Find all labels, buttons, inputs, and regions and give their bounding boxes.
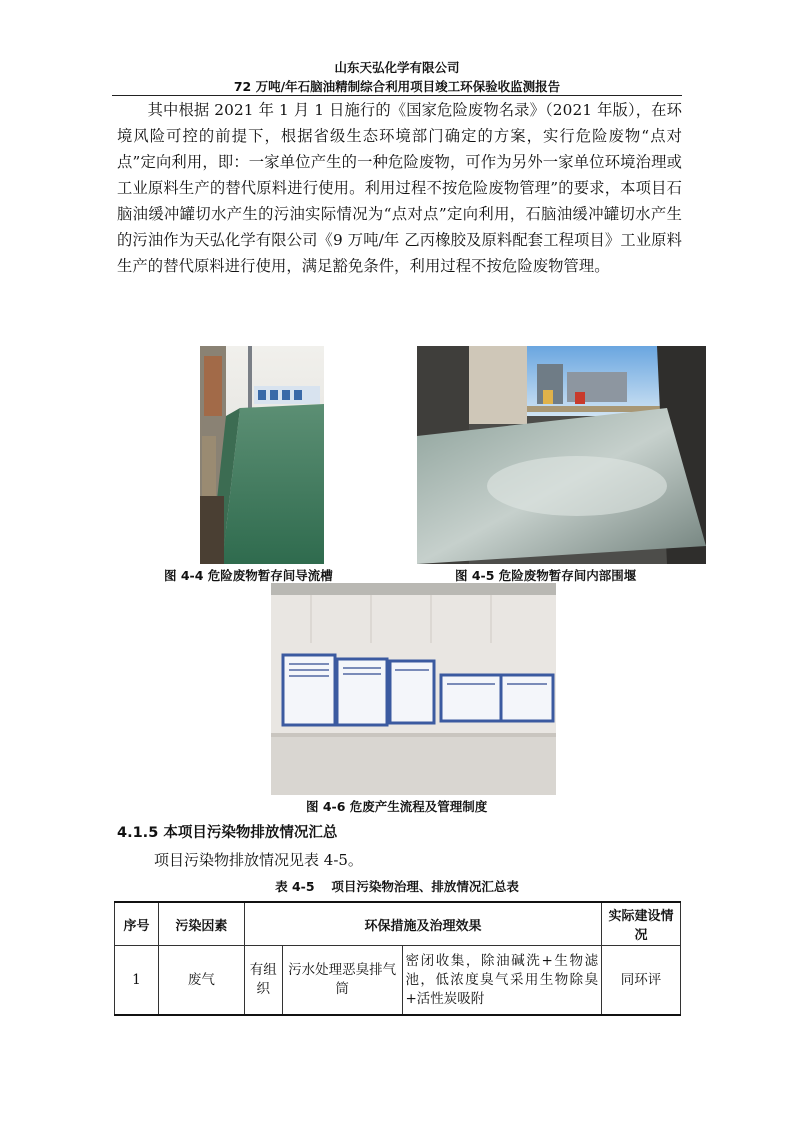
cell-status: 同环评 xyxy=(602,946,681,1016)
header-measures: 环保措施及治理效果 xyxy=(244,902,601,946)
photo-guide-channel-image xyxy=(200,346,324,564)
header-seq: 序号 xyxy=(115,902,159,946)
section-heading: 4.1.5 本项目污染物排放情况汇总 xyxy=(117,825,338,841)
cell-type: 有组织 xyxy=(244,946,282,1016)
cell-factor: 废气 xyxy=(158,946,244,1016)
photo-guide-channel xyxy=(200,346,324,564)
body-paragraph: 其中根据 2021 年 1 月 1 日施行的《国家危险废物名录》（2021 年版），在环境风险可控的前提下，根据省级生态环境部门确定的方案，实行危险废物“点对点”定向利用，即：一家单位产生的一种危险废物，可作为另外一家单位环境治理或工业原料生产的替代原料进行使用。利用过程不按危险废物管理”的要求，本项目石脑油缓冲罐切水产生的污油实际情况为“点对点”定向利用，石脑油缓冲罐切水产生的污油作为天弘化学有限公司《9 万吨/年 乙丙橡胶及原料配套工程项目》工业原料生产的替代原料进行使用，满足豁免条件，利用过程不按危险废物管理。 xyxy=(117,101,682,275)
caption-fig-4-6: 图 4-6 危废产生流程及管理制度 xyxy=(306,799,488,814)
header-company: 山东天弘化学有限公司 xyxy=(334,60,460,75)
header-factor: 污染因素 xyxy=(158,902,244,946)
cell-seq: 1 xyxy=(115,946,159,1016)
photo-management-boards-image xyxy=(271,583,556,795)
pollutant-table xyxy=(114,901,681,1016)
table-header-row xyxy=(115,902,681,946)
caption-fig-4-4: 图 4-4 危险废物暂存间导流槽 xyxy=(164,568,333,583)
table-row xyxy=(115,946,681,1016)
photo-cofferdam xyxy=(417,346,706,564)
table-caption: 表 4-5 项目污染物治理、排放情况汇总表 xyxy=(275,879,519,894)
photo-cofferdam-image xyxy=(417,346,706,564)
caption-fig-4-5: 图 4-5 危险废物暂存间内部围堰 xyxy=(455,568,637,583)
photo-management-boards xyxy=(271,583,556,795)
header-rule xyxy=(112,95,682,96)
header-report-title: 72 万吨/年石脑油精制综合利用项目竣工环保验收监测报告 xyxy=(233,79,561,94)
cell-source: 污水处理恶臭排气筒 xyxy=(282,946,402,1016)
section-intro: 项目污染物排放情况见表 4-5。 xyxy=(154,851,363,869)
cell-measure: 密闭收集，除油碱洗+生物滤池，低浓度臭气采用生物除臭+活性炭吸附 xyxy=(402,946,602,1016)
header-status: 实际建设情况 xyxy=(602,902,681,946)
